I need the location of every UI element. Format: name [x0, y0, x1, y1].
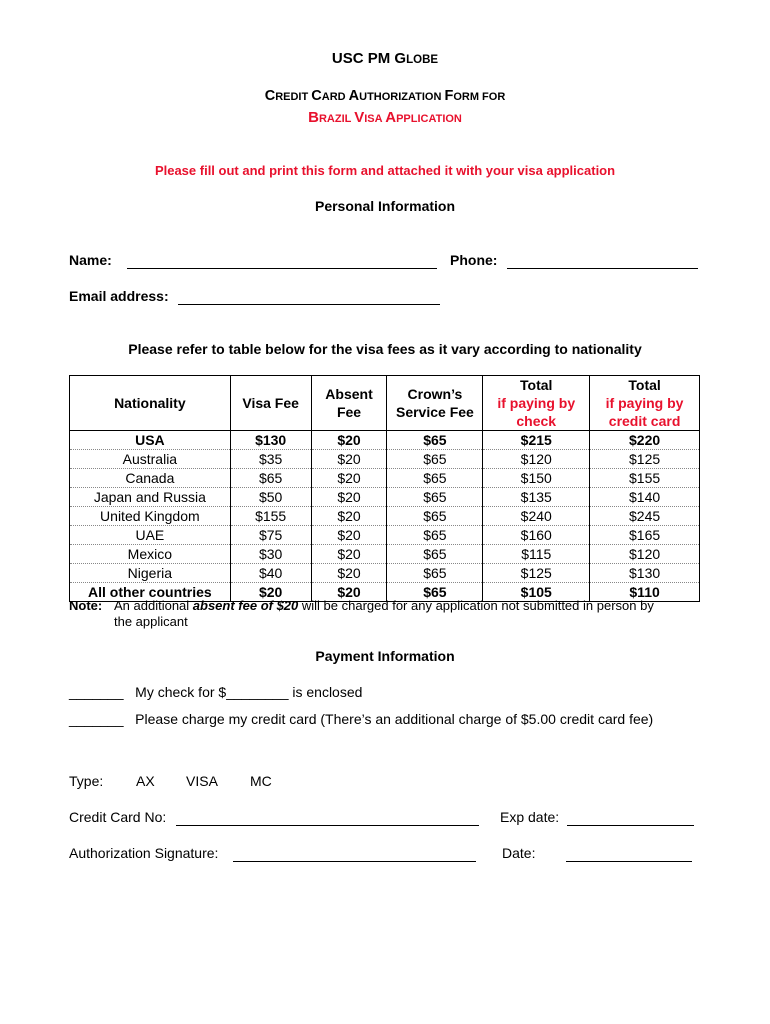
exp-date-field[interactable]	[567, 810, 694, 826]
date-label: Date:	[502, 845, 536, 861]
cell-check: $215	[483, 431, 590, 450]
email-label: Email address:	[69, 288, 169, 304]
cell-nationality: Nigeria	[70, 564, 231, 583]
cell-check: $125	[483, 564, 590, 583]
personal-info-heading: Personal Information	[314, 198, 456, 214]
cell-visa: $30	[230, 545, 311, 564]
cell-absent: $20	[311, 507, 387, 526]
cell-absent: $20	[311, 583, 387, 602]
table-header-row	[70, 376, 700, 431]
instruction-text: Please fill out and print this form and attached it with your visa application	[154, 163, 616, 178]
phone-field[interactable]	[507, 253, 698, 269]
table-row	[70, 507, 700, 526]
table-row	[70, 545, 700, 564]
table-row	[70, 450, 700, 469]
card-number-label: Credit Card No:	[69, 809, 167, 825]
company-title: USC PM GLOBE	[331, 50, 439, 67]
cell-nationality: All other countries	[70, 583, 231, 602]
cell-nationality: Australia	[70, 450, 231, 469]
cell-check: $160	[483, 526, 590, 545]
date-field[interactable]	[566, 846, 692, 862]
name-row	[69, 252, 112, 268]
cell-check: $105	[483, 583, 590, 602]
header-total-check: Total if paying by check	[483, 376, 590, 431]
cell-crown: $65	[387, 583, 483, 602]
cell-card: $120	[590, 545, 700, 564]
cell-check: $240	[483, 507, 590, 526]
cell-crown: $65	[387, 507, 483, 526]
cell-visa: $35	[230, 450, 311, 469]
cell-visa: $65	[230, 469, 311, 488]
cell-check: $115	[483, 545, 590, 564]
cell-card: $125	[590, 450, 700, 469]
cell-visa: $75	[230, 526, 311, 545]
cell-visa: $130	[230, 431, 311, 450]
cell-card: $245	[590, 507, 700, 526]
header-visa-fee: Visa Fee	[230, 376, 311, 431]
cell-nationality: UAE	[70, 526, 231, 545]
cell-absent: $20	[311, 450, 387, 469]
header-total-card: Total if paying by credit card	[590, 376, 700, 431]
table-row	[70, 469, 700, 488]
cell-crown: $65	[387, 469, 483, 488]
form-title: CREDIT CARD AUTHORIZATION FORM FOR	[264, 88, 506, 104]
phone-label: Phone:	[450, 252, 498, 268]
payment-info-heading: Payment Information	[315, 648, 455, 664]
cell-card: $110	[590, 583, 700, 602]
cell-crown: $65	[387, 431, 483, 450]
cell-crown: $65	[387, 526, 483, 545]
name-label: Name:	[69, 252, 112, 268]
cell-card: $130	[590, 564, 700, 583]
cell-card: $140	[590, 488, 700, 507]
cell-nationality: United Kingdom	[70, 507, 231, 526]
cell-crown: $65	[387, 545, 483, 564]
table-row	[70, 488, 700, 507]
signature-label: Authorization Signature:	[69, 845, 219, 861]
cell-crown: $65	[387, 488, 483, 507]
header-absent-fee: Absent Fee	[311, 376, 387, 431]
signature-field[interactable]	[233, 846, 476, 862]
credit-card-option[interactable]: _______ Please charge my credit card (There’s an additional charge of $5.00 credit card fee)	[69, 711, 654, 727]
header-nationality: Nationality	[70, 376, 231, 431]
cell-absent: $20	[311, 526, 387, 545]
type-mc[interactable]: MC	[250, 773, 272, 789]
cell-nationality: Japan and Russia	[70, 488, 231, 507]
visa-fee-table	[69, 375, 700, 602]
name-field[interactable]	[127, 253, 437, 269]
cell-check: $135	[483, 488, 590, 507]
type-label: Type:	[69, 773, 104, 789]
fee-note: Note: An additional absent fee of $20 will be charged for any application not submitted in person by the applicant	[69, 598, 654, 629]
cell-visa: $40	[230, 564, 311, 583]
fees-intro: Please refer to table below for the visa fees as it vary according to nationality	[128, 341, 642, 357]
table-row	[70, 564, 700, 583]
card-number-field[interactable]	[176, 810, 479, 826]
check-option[interactable]: _______ My check for $________ is enclosed	[69, 684, 363, 700]
cell-crown: $65	[387, 564, 483, 583]
cell-card: $220	[590, 431, 700, 450]
cell-nationality: Mexico	[70, 545, 231, 564]
table-row	[70, 431, 700, 450]
cell-nationality: Canada	[70, 469, 231, 488]
type-visa[interactable]: VISA	[186, 773, 218, 789]
cell-visa: $155	[230, 507, 311, 526]
cell-absent: $20	[311, 431, 387, 450]
cell-card: $155	[590, 469, 700, 488]
cell-card: $165	[590, 526, 700, 545]
cell-check: $150	[483, 469, 590, 488]
cell-absent: $20	[311, 488, 387, 507]
table-row	[70, 526, 700, 545]
type-ax[interactable]: AX	[136, 773, 155, 789]
cell-check: $120	[483, 450, 590, 469]
cell-absent: $20	[311, 564, 387, 583]
exp-date-label: Exp date:	[500, 809, 560, 825]
cell-visa: $50	[230, 488, 311, 507]
cell-absent: $20	[311, 469, 387, 488]
cell-crown: $65	[387, 450, 483, 469]
cell-visa: $20	[230, 583, 311, 602]
cell-nationality: USA	[70, 431, 231, 450]
email-field[interactable]	[178, 289, 440, 305]
form-subtitle: BRAZIL VISA APPLICATION	[308, 109, 462, 126]
header-crown-fee: Crown’s Service Fee	[387, 376, 483, 431]
cell-absent: $20	[311, 545, 387, 564]
